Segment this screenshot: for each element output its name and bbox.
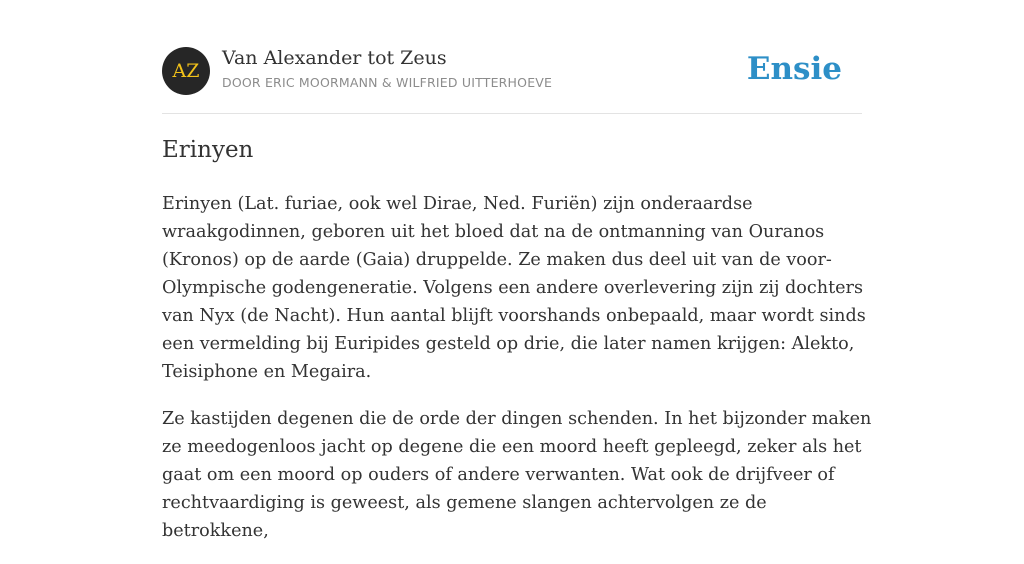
book-authors: DOOR ERIC MOORMANN & WILFRIED UITTERHOEVE bbox=[222, 75, 553, 90]
book-title[interactable]: Van Alexander tot Zeus bbox=[222, 47, 447, 69]
entry-body bbox=[162, 190, 872, 564]
brand-logo[interactable]: Ensie bbox=[746, 51, 842, 87]
book-avatar[interactable]: AZ bbox=[162, 47, 210, 95]
header-divider bbox=[162, 113, 862, 114]
entry-title: Erinyen bbox=[162, 137, 254, 163]
paragraph-2: Ze kastijden degenen die de orde der dingen schenden. In het bijzonder maken ze meedogenloos jacht op degene die een moord heeft gepleegd, zeker als het gaat om een moord op ouders of andere verwanten. Wat ook de drijfveer of rechtvaardiging is geweest, als gemene slangen achtervolgen ze de betrokkene, bbox=[162, 409, 872, 541]
header bbox=[162, 47, 862, 95]
paragraph-1: Erinyen (Lat. furiae, ook wel Dirae, Ned. Furiën) zijn onderaardse wraakgodinnen, geboren uit het bloed dat na de ontmanning van Ouranos (Kronos) op de aarde (Gaia) druppelde. Ze maken dus deel uit van de voor-Olympische godengeneratie. Volgens een andere overlevering zijn zij dochters van Nyx (de Nacht). Hun aantal blijft voorshands onbepaald, maar wordt sinds een vermelding bij Euripides gesteld op drie, die later namen krijgen: Alekto, Teisiphone en Megaira. bbox=[162, 194, 866, 382]
